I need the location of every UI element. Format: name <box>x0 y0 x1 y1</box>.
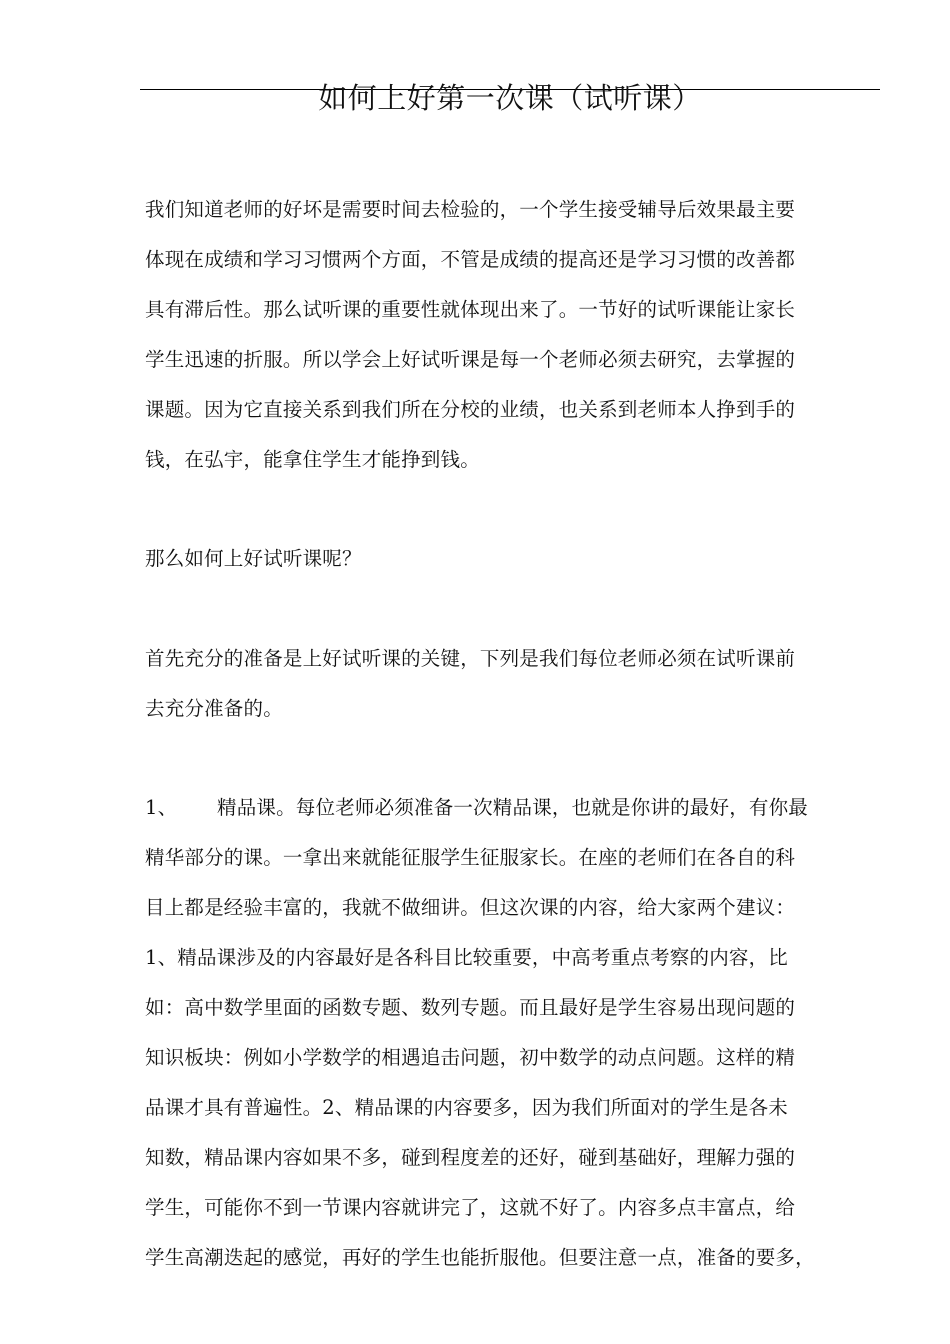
paragraph-intro <box>145 185 880 485</box>
text-line: 学生高潮迭起的感觉，再好的学生也能折服他。但要注意一点，准备的要多， <box>145 1246 815 1269</box>
text-line: 那么如何上好试听课呢？ <box>145 547 362 570</box>
text-line: 品课才具有普遍性。2、精品课的内容要多，因为我们所面对的学生是各未 <box>145 1096 789 1119</box>
paragraph-preparation <box>145 634 880 734</box>
text-line: 体现在成绩和学习习惯两个方面，不管是成绩的提高还是学习习惯的改善都 <box>145 248 796 271</box>
document-title: 如何上好第一次课（试听课） <box>318 81 702 115</box>
paragraph-item-1 <box>145 783 880 1283</box>
text-line: 首先充分的准备是上好试听课的关键，下列是我们每位老师必须在试听课前 <box>145 647 796 670</box>
text-line: 具有滞后性。那么试听课的重要性就体现出来了。一节好的试听课能让家长 <box>145 298 796 321</box>
text-line: 去充分准备的。 <box>145 697 283 720</box>
text-line: 学生，可能你不到一节课内容就讲完了，这就不好了。内容多点丰富点，给 <box>145 1196 796 1219</box>
text-line: 如：高中数学里面的函数专题、数列专题。而且最好是学生容易出现问题的 <box>145 996 796 1019</box>
list-item-text: 精品课。每位老师必须准备一次精品课，也就是你讲的最好，有你最 <box>217 796 809 819</box>
list-item-first-line <box>145 783 880 833</box>
list-item-number: 1、 <box>145 796 178 819</box>
text-line: 我们知道老师的好坏是需要时间去检验的，一个学生接受辅导后效果最主要 <box>145 198 796 221</box>
text-line: 钱，在弘宇，能拿住学生才能挣到钱。 <box>145 448 480 471</box>
text-line: 目上都是经验丰富的，我就不做细讲。但这次课的内容，给大家两个建议： <box>145 896 796 919</box>
text-line: 课题。因为它直接关系到我们所在分校的业绩，也关系到老师本人挣到手的 <box>145 398 796 421</box>
text-line: 知数，精品课内容如果不多，碰到程度差的还好，碰到基础好，理解力强的 <box>145 1146 796 1169</box>
text-line: 1、精品课涉及的内容最好是各科目比较重要，中高考重点考察的内容，比 <box>145 946 789 969</box>
text-line: 精华部分的课。一拿出来就能征服学生征服家长。在座的老师们在各自的科 <box>145 846 796 869</box>
text-line: 学生迅速的折服。所以学会上好试听课是每一个老师必须去研究，去掌握的 <box>145 348 796 371</box>
paragraph-question <box>145 534 880 584</box>
text-line: 知识板块：例如小学数学的相遇追击问题，初中数学的动点问题。这样的精 <box>145 1046 796 1069</box>
